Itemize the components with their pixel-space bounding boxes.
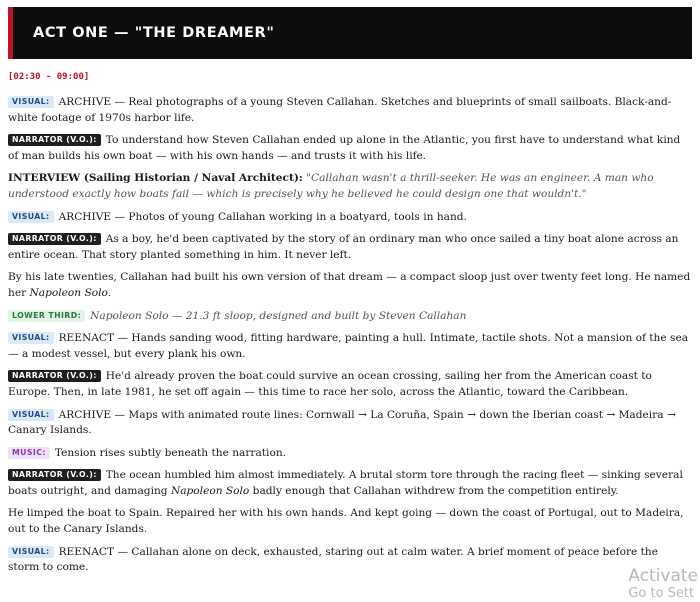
narration-paragraph: He limped the boat to Spain. Repaired her with his own hands. And kept going — down the coast of Portugal, out to Madeira, out to the Canary Islands. (8, 507, 684, 536)
act-title: ACT ONE — "THE DREAMER" (33, 25, 275, 41)
narrator-tag: NARRATOR (V.O.): (8, 134, 101, 146)
narration-text: By his late twenties, Callahan had built his own version of that dream — a compact sloop just over twenty feet long. He named her (8, 271, 691, 299)
narration-paragraph (8, 270, 692, 301)
interview-cue (8, 171, 692, 202)
interview-label: INTERVIEW (Sailing Historian / Naval Architect): (8, 172, 303, 185)
visual-cue (8, 408, 692, 439)
visual-tag: VISUAL: (8, 211, 54, 223)
visual-cue (8, 95, 692, 126)
cue-text: Tension rises subtly beneath the narration. (54, 446, 287, 459)
cue-text-end: badly enough that Callahan withdrew from the competition entirely. (249, 484, 619, 497)
watermark-line-2: Go to Sett (628, 586, 695, 601)
music-cue (8, 446, 692, 462)
script-content (8, 72, 692, 583)
narration-text-end: . (107, 286, 112, 299)
narrator-cue (8, 133, 692, 164)
cue-text: To understand how Steven Callahan ended up alone in the Atlantic, you first have to understand what kind of man builds his own boat — with his own hands — and trusts it with his life. (8, 134, 681, 162)
narrator-cue (8, 369, 692, 400)
lower-third-text: Napoleon Solo — 21.3 ft sloop, designed and built by Steven Callahan (90, 309, 467, 322)
cue-text: He'd already proven the boat could survive an ocean crossing, sailing her from the American coast to Europe. Then, in late 1981, he set off again — this time to race her solo, across the Atlantic, toward the Caribbean. (8, 370, 652, 398)
timecode: [02:30 - 09:00] (8, 72, 90, 82)
visual-cue (8, 331, 692, 362)
narrator-cue (8, 468, 692, 499)
visual-cue (8, 545, 692, 576)
boat-name: Napoleon Solo (170, 484, 250, 497)
visual-tag: VISUAL: (8, 546, 54, 558)
cue-text: REENACT — Callahan alone on deck, exhausted, staring out at calm water. A brief moment of peace before the storm to come. (8, 545, 658, 574)
cue-text: ARCHIVE — Real photographs of a young Steven Callahan. Sketches and blueprints of small sailboats. Black-and-white footage of 1970s harbor life. (8, 96, 672, 124)
narrator-tag: NARRATOR (V.O.): (8, 233, 101, 245)
visual-tag: VISUAL: (8, 409, 54, 421)
watermark-line-1: Activate (628, 566, 698, 586)
lower-third-cue (8, 309, 692, 325)
narrator-cue (8, 232, 692, 263)
cue-text: ARCHIVE — Photos of young Callahan working in a boatyard, tools in hand. (58, 210, 467, 223)
cue-text: As a boy, he'd been captivated by the story of an ordinary man who once sailed a tiny boat alone across an entire ocean. That story planted something in him. It never left. (8, 233, 679, 261)
interview-quote: "Callahan wasn't a thrill-seeker. He was an engineer. A man who understood exactly how boats fail — which is precisely why he believed he could design one that wouldn't." (8, 172, 654, 200)
cue-text: The ocean humbled him almost immediately. A brutal storm tore through the racing fleet — sinking several boats outright, and damaging (8, 469, 683, 497)
music-tag: MUSIC: (8, 447, 50, 459)
narrator-tag: NARRATOR (V.O.): (8, 370, 101, 382)
visual-tag: VISUAL: (8, 96, 54, 108)
cue-text: ARCHIVE — Maps with animated route lines: Cornwall → La Coruña, Spain → down the Iberian coast → Madeira → Canary Islands. (8, 408, 676, 437)
narrator-tag: NARRATOR (V.O.): (8, 469, 101, 481)
visual-tag: VISUAL: (8, 332, 54, 344)
lower-third-tag: LOWER THIRD: (8, 310, 85, 322)
boat-name: Napoleon Solo (29, 286, 108, 299)
cue-text: REENACT — Hands sanding wood, fitting hardware, painting a hull. Intimate, tactile shots. Not a mansion of the sea — a modest vessel, but every plank his own. (8, 332, 689, 360)
visual-cue (8, 210, 692, 226)
act-header (8, 7, 692, 59)
